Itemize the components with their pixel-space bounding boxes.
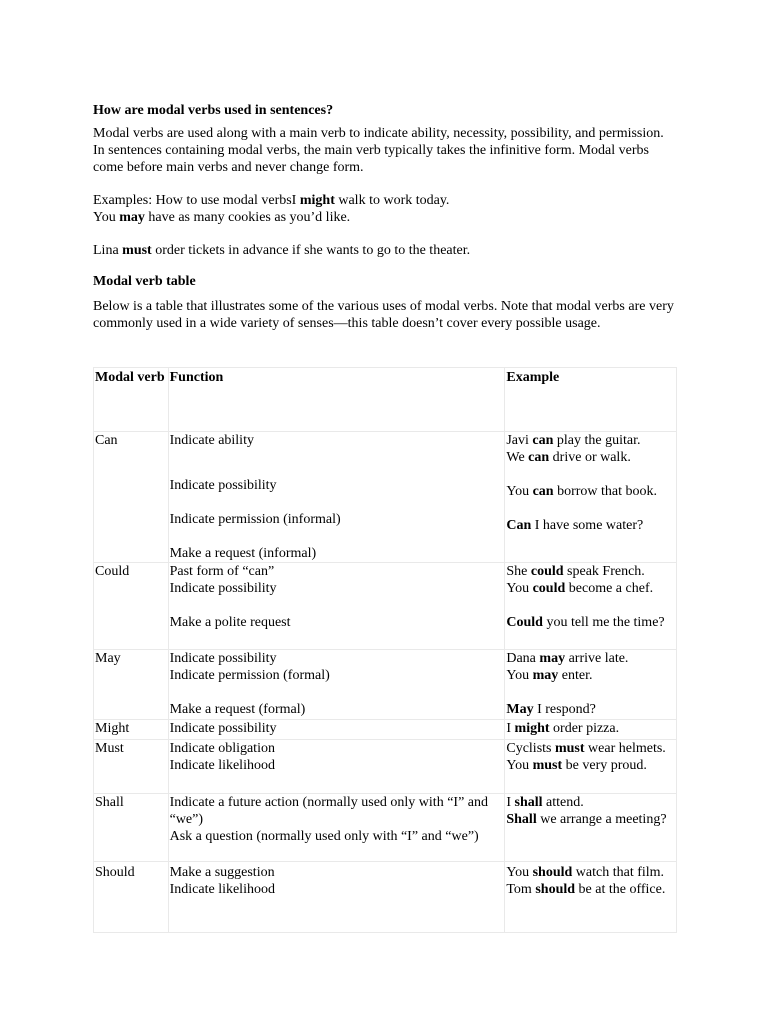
- modal-verb-bold: must: [554, 741, 585, 756]
- function-text: Indicate permission (informal): [169, 512, 341, 527]
- example-cell: [505, 720, 677, 740]
- modal-verb-bold: could: [532, 581, 566, 596]
- text-run: You: [93, 210, 120, 225]
- example-text: [506, 563, 675, 580]
- function-text: Indicate possibility: [169, 651, 277, 666]
- modal-verb-bold: might: [299, 193, 335, 208]
- document-body: [93, 102, 678, 332]
- text-run: borrow that book.: [553, 484, 658, 499]
- example-cell: [505, 862, 677, 933]
- text-run: Javi: [506, 433, 533, 448]
- modal-verb-bold: can: [532, 484, 554, 499]
- function-text: Make a polite request: [169, 615, 291, 630]
- text-run: Lina: [93, 243, 123, 258]
- text-run: I: [506, 795, 515, 810]
- modal-verb-table: [93, 367, 677, 933]
- modal-verb-bold: could: [530, 564, 564, 579]
- verb-cell: Shall: [94, 794, 169, 862]
- function-text: Indicate possibility: [169, 581, 277, 596]
- example-cell: [505, 563, 677, 650]
- text-run: be at the office.: [575, 882, 666, 897]
- intro-paragraph: Modal verbs are used along with a main verb to indicate ability, necessity, possibility, and permission. In sentences containing modal verbs, the main verb typically takes the infinitive form. Modal verbs come before main verbs and never change form.: [93, 126, 664, 175]
- example-text: [506, 667, 675, 684]
- modal-verb-bold: may: [539, 651, 566, 666]
- function-text: Indicate possibility: [169, 478, 277, 493]
- text-run: attend.: [542, 795, 584, 810]
- function-cell: [168, 650, 505, 720]
- text-run: Examples: How to use modal verbsI: [93, 193, 300, 208]
- table-row: [94, 862, 677, 933]
- header-cell: Modal verb: [94, 368, 169, 432]
- verb-cell: May: [94, 650, 169, 720]
- text-run: order pizza.: [549, 721, 620, 736]
- example-text: [506, 432, 675, 449]
- example-text: [506, 483, 675, 500]
- function-cell: [168, 563, 505, 650]
- text-run: walk to work today.: [334, 193, 450, 208]
- example-text: [506, 740, 675, 757]
- text-run: speak French.: [563, 564, 645, 579]
- verb-cell: Should: [94, 862, 169, 933]
- modal-verb-bold: Shall: [506, 812, 537, 827]
- example-sentence: [93, 242, 678, 259]
- function-text: Make a request (formal): [169, 702, 306, 717]
- example-cell: [505, 650, 677, 720]
- text-run: You: [506, 865, 533, 880]
- verb-cell: Can: [94, 432, 169, 563]
- modal-verb-bold: may: [119, 210, 145, 225]
- modal-verb-bold: Can: [506, 518, 532, 533]
- verb-cell: Could: [94, 563, 169, 650]
- header-cell: Example: [505, 368, 677, 432]
- table-intro-paragraph: Below is a table that illustrates some of the various uses of modal verbs. Note that modal verbs are very commonly used in a wide variety of senses—this table doesn’t cover every possible usage.: [93, 299, 674, 331]
- example-text: [506, 881, 675, 898]
- example-text: [506, 794, 675, 811]
- function-text: Indicate obligation: [169, 741, 275, 756]
- modal-verb-bold: can: [528, 450, 550, 465]
- text-run: have as many cookies as you’d like.: [144, 210, 351, 225]
- example-text: [506, 650, 675, 667]
- text-run: wear helmets.: [584, 741, 666, 756]
- table-row: [94, 794, 677, 862]
- text-run: Cyclists: [506, 741, 555, 756]
- text-run: I: [506, 721, 515, 736]
- text-run: play the guitar.: [553, 433, 641, 448]
- table-header-row: [94, 368, 677, 432]
- modal-verb-bold: may: [532, 668, 559, 683]
- text-run: order tickets in advance if she wants to go to the theater.: [151, 243, 471, 258]
- verb-cell: Must: [94, 740, 169, 794]
- text-run: become a chef.: [565, 581, 654, 596]
- table-row: [94, 432, 677, 563]
- text-run: You: [506, 758, 533, 773]
- modal-verb-bold: May: [506, 702, 534, 717]
- function-text: Indicate possibility: [169, 721, 277, 736]
- table-row: [94, 650, 677, 720]
- function-cell: [168, 720, 505, 740]
- modal-verb-bold: should: [535, 882, 576, 897]
- table-row: [94, 740, 677, 794]
- example-sentence: [93, 192, 678, 226]
- text-run: You: [506, 581, 533, 596]
- function-text: Indicate likelihood: [169, 758, 275, 773]
- text-run: She: [506, 564, 531, 579]
- modal-verb-bold: must: [532, 758, 563, 773]
- example-text: [506, 720, 675, 737]
- function-text: Make a request (informal): [169, 546, 317, 561]
- text-run: watch that film.: [572, 865, 665, 880]
- table-row: [94, 563, 677, 650]
- function-text: Indicate a future action (normally used only with “I” and “we”): [169, 795, 488, 827]
- function-text: Indicate likelihood: [169, 882, 275, 897]
- section-heading: How are modal verbs used in sentences?: [93, 103, 334, 118]
- example-text: [506, 580, 675, 597]
- text-run: Tom: [506, 882, 536, 897]
- example-text: [506, 757, 675, 774]
- function-text: Past form of “can”: [169, 564, 275, 579]
- table-row: [94, 720, 677, 740]
- text-run: You: [506, 484, 533, 499]
- example-text: [506, 701, 675, 718]
- text-run: arrive late.: [565, 651, 629, 666]
- example-cell: [505, 740, 677, 794]
- function-text: Ask a question (normally used only with “I” and “we”): [169, 829, 479, 844]
- example-cell: [505, 794, 677, 862]
- modal-verb-bold: should: [532, 865, 573, 880]
- modal-verb-bold: shall: [514, 795, 543, 810]
- example-text: [506, 614, 675, 631]
- example-text: [506, 449, 675, 466]
- text-run: we arrange a meeting?: [536, 812, 667, 827]
- example-text: [506, 864, 675, 881]
- modal-verb-bold: must: [122, 243, 152, 258]
- example-cell: [505, 432, 677, 563]
- text-run: you tell me the time?: [542, 615, 665, 630]
- function-text: Indicate ability: [169, 433, 254, 448]
- function-cell: [168, 432, 505, 563]
- header-cell: Function: [168, 368, 505, 432]
- text-run: enter.: [558, 668, 593, 683]
- text-run: be very proud.: [562, 758, 647, 773]
- function-text: Indicate permission (formal): [169, 668, 330, 683]
- text-run: I respond?: [533, 702, 596, 717]
- example-text: [506, 517, 675, 534]
- function-cell: [168, 740, 505, 794]
- text-run: drive or walk.: [549, 450, 631, 465]
- function-text: Make a suggestion: [169, 865, 275, 880]
- function-cell: [168, 794, 505, 862]
- text-run: I have some water?: [531, 518, 644, 533]
- table-heading: Modal verb table: [93, 274, 196, 289]
- modal-verb-bold: might: [514, 721, 550, 736]
- text-run: Dana: [506, 651, 540, 666]
- modal-verb-bold: can: [532, 433, 554, 448]
- function-cell: [168, 862, 505, 933]
- text-run: We: [506, 450, 529, 465]
- text-run: You: [506, 668, 533, 683]
- example-text: [506, 811, 675, 828]
- verb-cell: Might: [94, 720, 169, 740]
- modal-verb-bold: Could: [506, 615, 543, 630]
